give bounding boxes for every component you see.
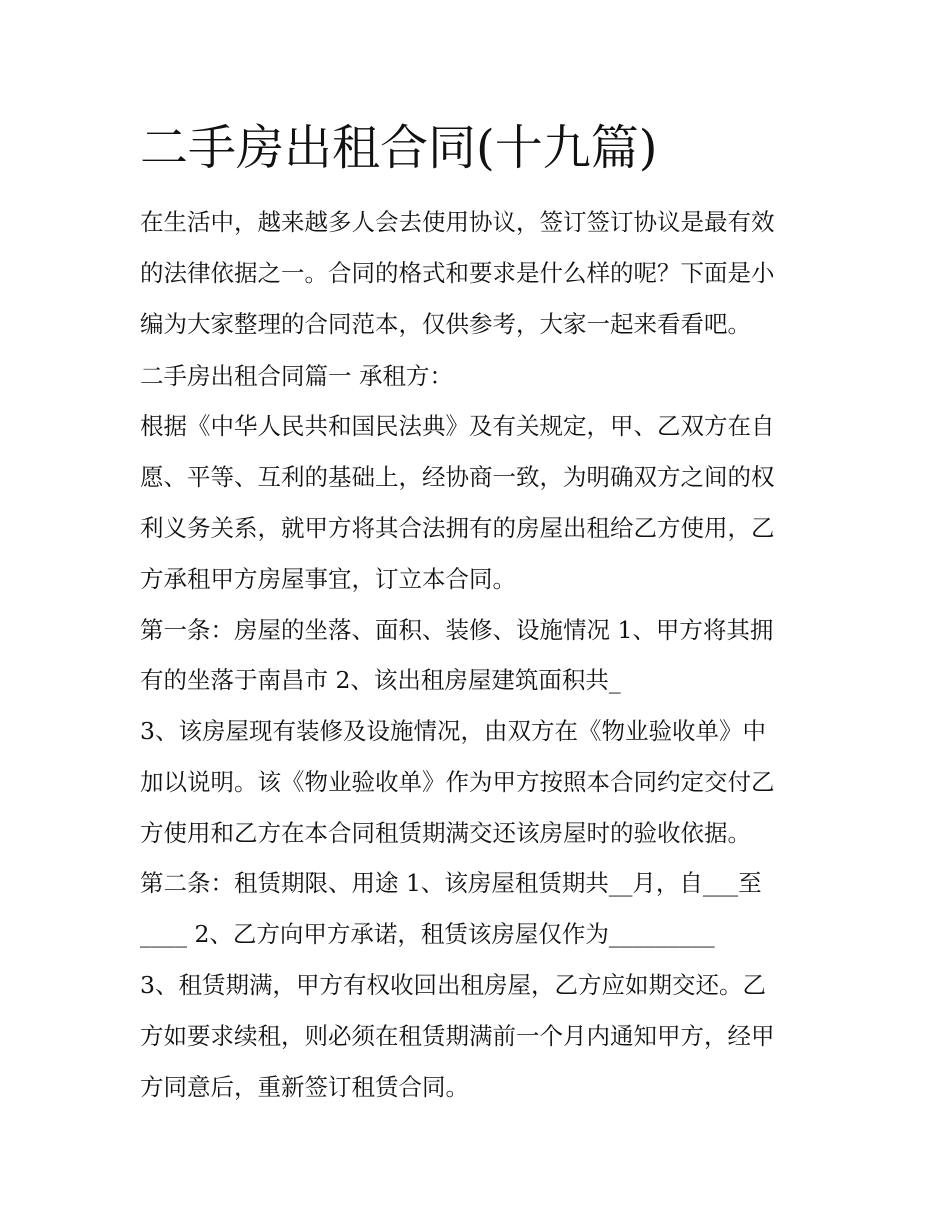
paragraph-line: 根据《中华人民共和国民法典》及有关规定，甲、乙双方在自 xyxy=(140,412,775,440)
paragraph-line: 的法律依据之一。合同的格式和要求是什么样的呢？下面是小 xyxy=(140,259,775,287)
paragraph-line: 在生活中，越来越多人会去使用协议，签订签订协议是最有效 xyxy=(140,208,775,236)
document-title: 二手房出租合同(十九篇) xyxy=(140,120,658,176)
section-heading-line: 二手房出租合同篇一 承租方： xyxy=(140,362,453,390)
paragraph-line: 方承租甲方房屋事宜，订立本合同。 xyxy=(140,565,516,593)
article-line: 方如要求续租，则必须在租赁期满前一个月内通知甲方，经甲 xyxy=(140,1022,775,1050)
article-line: ____ 2、乙方向甲方承诺，租赁该房屋仅作为_________ xyxy=(140,920,715,948)
article-line: 3、租赁期满，甲方有权收回出租房屋，乙方应如期交还。乙 xyxy=(140,971,766,999)
article-line: 第一条：房屋的坐落、面积、装修、设施情况 1、甲方将其拥 xyxy=(140,616,774,644)
article-line: 有的坐落于南昌市 2、该出租房屋建筑面积共_ xyxy=(140,666,621,694)
article-line: 方使用和乙方在本合同租赁期满交还该房屋时的验收依据。 xyxy=(140,819,751,847)
article-line: 3、该房屋现有装修及设施情况，由双方在《物业验收单》中 xyxy=(140,717,766,745)
paragraph-line: 利义务关系，就甲方将其合法拥有的房屋出租给乙方使用，乙 xyxy=(140,514,775,542)
paragraph-line: 愿、平等、互利的基础上，经协商一致，为明确双方之间的权 xyxy=(140,463,775,491)
paragraph-line: 编为大家整理的合同范本，仅供参考，大家一起来看看吧。 xyxy=(140,310,751,338)
article-line: 加以说明。该《物业验收单》作为甲方按照本合同约定交付乙 xyxy=(140,768,775,796)
article-line: 方同意后，重新签订租赁合同。 xyxy=(140,1073,469,1101)
article-line: 第二条：租赁期限、用途 1、该房屋租赁期共__月，自___至 xyxy=(140,869,762,897)
